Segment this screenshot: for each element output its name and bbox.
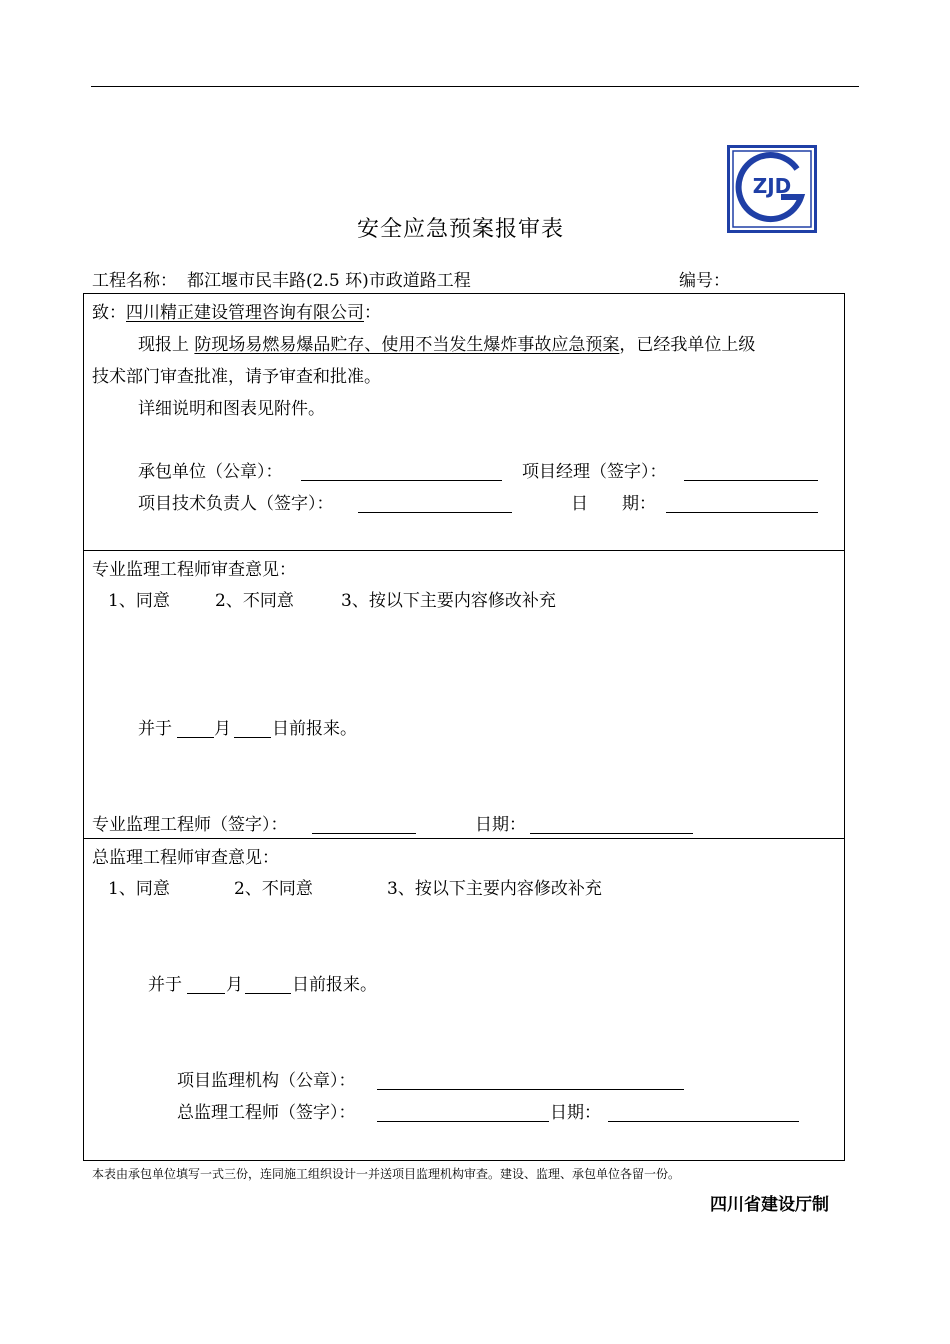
project-label: 工程名称： [92, 271, 177, 291]
engineer-due-prefix: 并于 [138, 719, 172, 739]
chief-heading: 总监理工程师审查意见： [92, 848, 279, 868]
chief-org-field[interactable] [377, 1089, 684, 1090]
pm-signature-field[interactable] [684, 480, 818, 481]
engineer-date-field[interactable] [530, 833, 693, 834]
chief-opt-disagree: 2、不同意 [234, 879, 313, 899]
chief-due-month: 月 [226, 975, 243, 995]
page-title: 安全应急预案报审表 [357, 217, 565, 242]
chief-opt-revise: 3、按以下主要内容修改补充 [387, 879, 602, 899]
engineer-signature-field[interactable] [312, 833, 416, 834]
report-line [138, 334, 755, 356]
logo-text: ZJD [752, 174, 792, 198]
contractor-label: 承包单位（公章）： [138, 462, 283, 482]
plan-name: 防现场易燃易爆品贮存、使用不当发生爆炸事故应急预案 [194, 335, 620, 355]
engineer-date-label: 日期： [475, 815, 526, 835]
chief-date-label: 日期： [550, 1103, 601, 1123]
engineer-signer-label: 专业监理工程师（签字）： [92, 815, 288, 835]
report-line-2: 技术部门审查批准，请予审查和批准。 [92, 367, 381, 387]
contractor-field[interactable] [301, 480, 502, 481]
date-field-1[interactable] [666, 512, 818, 513]
pm-label: 项目经理（签字）： [522, 462, 667, 482]
engineer-due-day-field[interactable] [234, 737, 271, 738]
zjd-logo [727, 145, 817, 233]
number-label: 编号： [679, 271, 730, 291]
chief-due-day-field[interactable] [245, 993, 291, 994]
engineer-opt-disagree: 2、不同意 [215, 591, 294, 611]
chief-org-label: 项目监理机构（公章）： [177, 1071, 356, 1091]
report-suffix: ，已经我单位上级 [619, 335, 756, 355]
engineer-due-month-field[interactable] [177, 737, 214, 738]
chief-signature-field[interactable] [377, 1121, 549, 1122]
chief-due-day: 日前报来。 [292, 975, 377, 995]
report-prefix: 现报上 [138, 335, 189, 355]
chief-due-prefix: 并于 [148, 975, 182, 995]
to-line [92, 302, 381, 324]
attachment-note: 详细说明和图表见附件。 [138, 399, 325, 419]
project-name: 都江堰市民丰路(2.5 环)市政道路工程 [187, 271, 471, 291]
to-label: 致： [92, 303, 126, 323]
chief-due-month-field[interactable] [187, 993, 225, 994]
top-rule [91, 86, 859, 87]
date-label-1: 日 期： [571, 494, 656, 514]
engineer-due-day: 日前报来。 [272, 719, 357, 739]
chief-date-field[interactable] [608, 1121, 799, 1122]
to-colon: ： [364, 303, 381, 323]
chief-opt-agree: 1、同意 [108, 879, 170, 899]
tech-label: 项目技术负责人（签字）： [138, 494, 334, 514]
footer-note: 本表由承包单位填写一式三份，连同施工组织设计一并送项目监理机构审查。建设、监理、承包单位各留一份。 [92, 1167, 681, 1181]
to-company: 四川精正建设管理咨询有限公司 [126, 303, 364, 323]
chief-signer-label: 总监理工程师（签字）： [177, 1103, 356, 1123]
tech-signature-field[interactable] [358, 512, 512, 513]
engineer-opt-agree: 1、同意 [108, 591, 170, 611]
engineer-opt-revise: 3、按以下主要内容修改补充 [341, 591, 556, 611]
engineer-due-month: 月 [214, 719, 231, 739]
engineer-heading: 专业监理工程师审查意见： [92, 560, 296, 580]
issuer: 四川省建设厅制 [710, 1195, 829, 1215]
